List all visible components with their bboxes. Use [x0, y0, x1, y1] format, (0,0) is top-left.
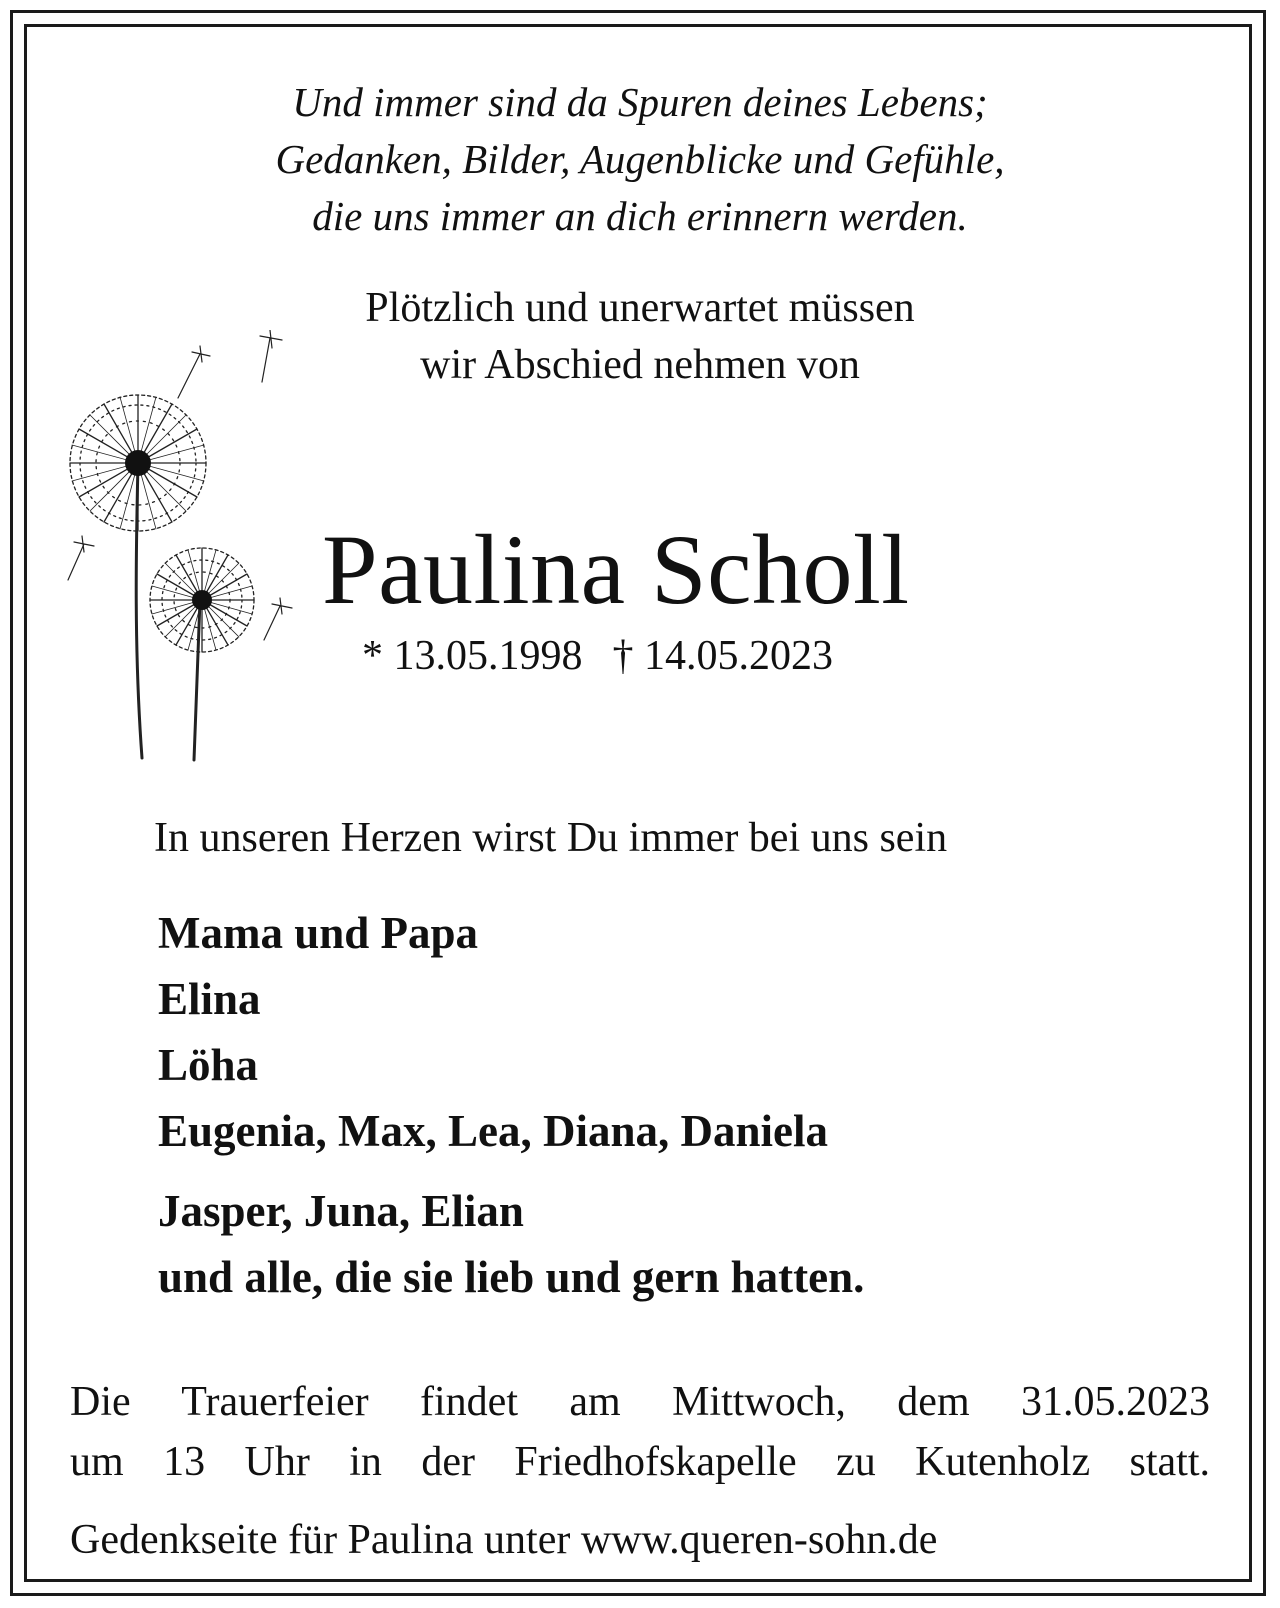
mourner-line: Jasper, Juna, Elian [158, 1186, 524, 1236]
life-dates [362, 628, 833, 684]
memorial-page-line: Gedenkseite für Paulina unter www.queren-sohn.de [70, 1517, 938, 1563]
mourner-line: Löha [158, 1040, 259, 1090]
service-line: Die Trauerfeier findet am Mittwoch, dem 31.05.2023 [70, 1379, 1210, 1425]
deceased-name: Paulina Scholl [322, 514, 910, 625]
memorial-quote [0, 74, 1280, 245]
dandelion-illustration [50, 330, 310, 790]
service-line: um 13 Uhr in der Friedhofskapelle zu Kutenholz statt. [70, 1439, 1210, 1485]
funeral-service-info [70, 1372, 1210, 1492]
mourners-list [158, 900, 864, 1310]
mourner-line: Elina [158, 974, 261, 1024]
mourner-line: und alle, die sie lieb und gern hatten. [158, 1252, 865, 1302]
quote-line: die uns immer an dich erinnern werden. [312, 193, 968, 239]
quote-line: Und immer sind da Spuren deines Lebens; [292, 79, 988, 125]
mourner-line: Mama und Papa [158, 908, 479, 958]
inner-border [24, 24, 1252, 1582]
mourner-line: Eugenia, Max, Lea, Diana, Daniela [158, 1106, 829, 1156]
quote-line: Gedanken, Bilder, Augenblicke und Gefühle, [275, 136, 1005, 182]
intro-line: wir Abschied nehmen von [420, 342, 860, 388]
intro-line: Plötzlich und unerwartet müssen [365, 285, 915, 331]
death-date: † 14.05.2023 [612, 633, 833, 679]
hearts-line: In unseren Herzen wirst Du immer bei uns sein [154, 815, 948, 861]
birth-date: * 13.05.1998 [362, 633, 583, 679]
